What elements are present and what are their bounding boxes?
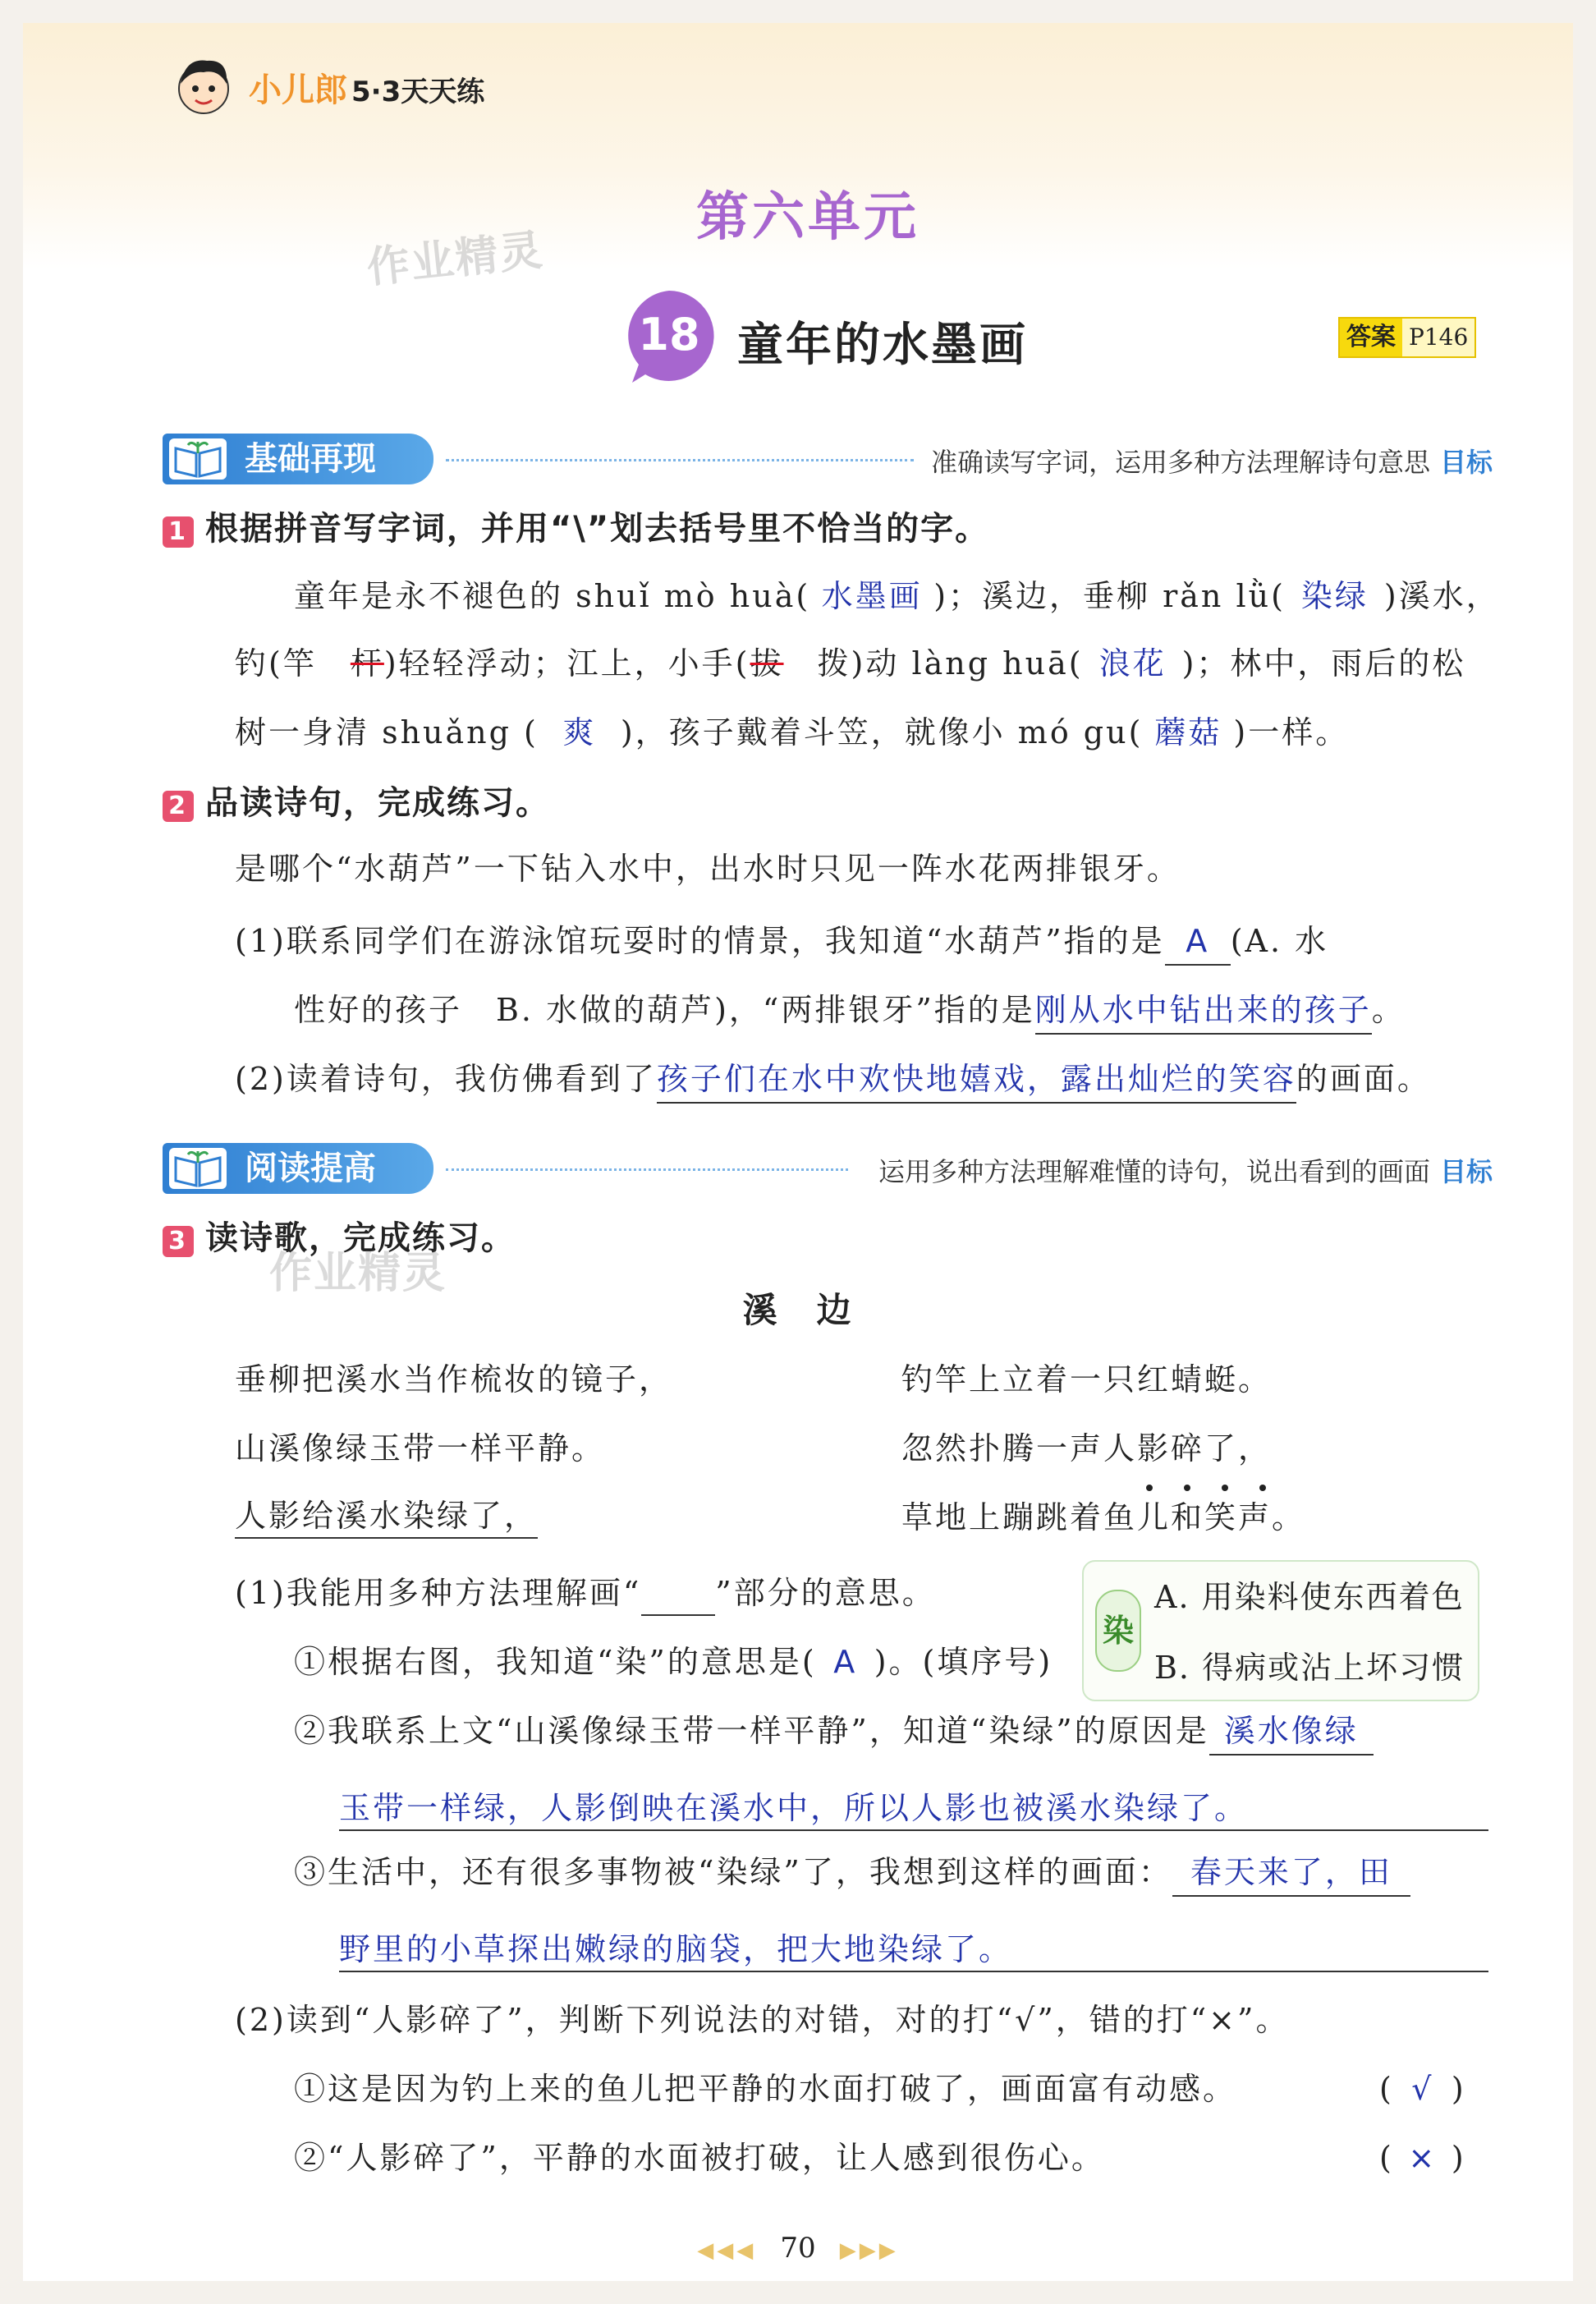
watermark: 作业精灵 bbox=[365, 225, 547, 294]
section-basics bbox=[163, 434, 1493, 491]
lesson-number-badge bbox=[621, 287, 718, 384]
answer-mogu: 蘑菇 bbox=[1154, 714, 1222, 750]
q1-line-2: 钓(竿 杆)轻轻浮动；江上，小手(拔 拨)动 làng huā( 浪花 )；林中，雨后的松 bbox=[235, 640, 1465, 686]
mascot-logo bbox=[169, 51, 238, 120]
struck-char-gan: 杆 bbox=[350, 645, 384, 682]
q3-sub1: (1)我能用多种方法理解画“ ”部分的意思。 bbox=[235, 1570, 936, 1616]
dictionary-box bbox=[1082, 1560, 1479, 1701]
answer-langhua: 浪花 bbox=[1098, 645, 1167, 682]
q2-poem-line: 是哪个“水葫芦”一下钻入水中，出水时只见一阵水花两排银牙。 bbox=[235, 851, 1181, 887]
dict-meaning-a: A. 用染料使东西着色 bbox=[1154, 1579, 1465, 1615]
q3-sub2-item1-check: ( √ ) bbox=[1379, 2066, 1466, 2112]
q3-heading: 3 读诗歌，完成练习。 bbox=[163, 1215, 516, 1261]
answer-judge-1: √ bbox=[1411, 2071, 1434, 2107]
section-reading bbox=[163, 1143, 1493, 1200]
section-goal: 准确读写字词，运用多种方法理解诗句意思 目标 bbox=[930, 447, 1493, 478]
answer-judge-2: × bbox=[1408, 2140, 1438, 2176]
answer-page: P146 bbox=[1409, 324, 1469, 351]
q3-sub2: (2)读到“人影碎了”，判断下列说法的对错，对的打“√”，错的打“×”。 bbox=[235, 2002, 1290, 2038]
answer-ranlv-scene-1: 春天来了，田 bbox=[1172, 1849, 1410, 1897]
unit-title: 第六单元 bbox=[696, 187, 920, 248]
q2-part1-line1: (1)联系同学们在游泳馆玩耍时的情景，我知道“水葫芦”指的是 A (A. 水 bbox=[235, 918, 1328, 966]
dict-meaning-b: B. 得病或沾上坏习惯 bbox=[1154, 1650, 1465, 1686]
poem-right-1: 钓竿上立着一只红蜻蜓。 bbox=[901, 1361, 1273, 1398]
watermark: 作业精灵 bbox=[269, 1249, 447, 1298]
q3-sub1-item3: ③生活中，还有很多事物被“染绿”了，我想到这样的画面： 春天来了，田 bbox=[294, 1849, 1410, 1897]
right-arrows-icon: ▶▶▶ bbox=[839, 2238, 899, 2263]
poem-right-3: 草地上蹦跳着鱼儿和笑声。 bbox=[901, 1499, 1306, 1535]
book-sprout-icon bbox=[169, 1148, 227, 1189]
q3-sub1-item1: ①根据右图，我知道“染”的意思是( A )。(填序号) bbox=[294, 1639, 1053, 1685]
q3-number: 3 bbox=[163, 1226, 194, 1257]
answer-ranlv-reason-1: 溪水像绿 bbox=[1209, 1708, 1374, 1756]
workbook-page bbox=[23, 23, 1573, 2281]
emphasis-dots bbox=[1131, 1480, 1287, 1488]
poem-left-2: 山溪像绿玉带一样平静。 bbox=[235, 1430, 606, 1466]
answer-yinya: 刚从水中钻出来的孩子 bbox=[1035, 987, 1372, 1035]
book-sprout-icon bbox=[169, 438, 227, 480]
q3-sub2-item1: ①这是因为钓上来的鱼儿把平静的水面打破了，画面富有动感。 bbox=[294, 2071, 1237, 2107]
q1-line-1: 童年是永不褪色的 shuǐ mò huà( 水墨画 )；溪边，垂柳 rǎn lǜ( 染绿 )溪水， bbox=[294, 573, 1500, 619]
answer-huamian: 孩子们在水中欢快地嬉戏，露出灿烂的笑容 bbox=[657, 1056, 1296, 1104]
section-divider bbox=[446, 459, 914, 461]
q2-heading: 2 品读诗句，完成练习。 bbox=[163, 780, 550, 826]
q3-sub2-item2-check: ( × ) bbox=[1379, 2135, 1466, 2181]
poem-title: 溪 边 bbox=[742, 1290, 854, 1330]
q3-sub2-item2: ②“人影碎了”，平静的水面被打破，让人感到很伤心。 bbox=[294, 2140, 1105, 2176]
q1-number: 1 bbox=[163, 516, 194, 548]
answer-shuihulu: A bbox=[1165, 918, 1231, 966]
q2-part2: (2)读着诗句，我仿佛看到了孩子们在水中欢快地嬉戏，露出灿烂的笑容的画面。 bbox=[235, 1056, 1431, 1104]
q3-sub1-item2: ②我联系上文“山溪像绿玉带一样平静”，知道“染绿”的原因是 溪水像绿 bbox=[294, 1708, 1374, 1756]
lesson-number: 18 bbox=[638, 309, 700, 360]
section-basics-label: 基础再现 bbox=[163, 434, 433, 484]
answer-reference bbox=[1338, 317, 1476, 358]
q2-part1-line2: 性好的孩子 B. 水做的葫芦)，“两排银牙”指的是刚从水中钻出来的孩子。 bbox=[294, 987, 1406, 1035]
poem-left-1: 垂柳把溪水当作梳妆的镜子， bbox=[235, 1361, 673, 1398]
series-name: 5·3天天练 bbox=[351, 76, 485, 108]
answer-ranlv-reason-2: 玉带一样绿，人影倒映在溪水中，所以人影也被溪水染绿了。 bbox=[339, 1787, 1488, 1831]
answer-ranlv: 染绿 bbox=[1300, 578, 1369, 614]
q2-number: 2 bbox=[163, 791, 194, 822]
brand-name: 小儿郎 bbox=[249, 71, 347, 109]
page-footer bbox=[23, 2232, 1573, 2265]
dict-char-badge bbox=[1095, 1590, 1141, 1672]
section-reading-label: 阅读提高 bbox=[163, 1143, 433, 1194]
poem-right-2: 忽然扑腾一声人影碎了， bbox=[901, 1430, 1273, 1466]
section-divider bbox=[446, 1168, 848, 1171]
left-arrows-icon: ◀◀◀ bbox=[697, 2238, 757, 2263]
underline-sample bbox=[641, 1581, 715, 1616]
answer-ran-meaning: A bbox=[833, 1644, 858, 1680]
q1-heading: 1 根据拼音写字词，并用“\”划去括号里不恰当的字。 bbox=[163, 506, 989, 552]
answer-ranlv-scene-2: 野里的小草探出嫩绿的脑袋，把大地染绿了。 bbox=[339, 1928, 1488, 1972]
section-goal: 运用多种方法理解难懂的诗句，说出看到的画面 目标 bbox=[878, 1156, 1493, 1187]
answer-shuang: 爽 bbox=[562, 714, 597, 750]
page-number: 70 bbox=[780, 2232, 816, 2265]
dict-char: 染 bbox=[1102, 1613, 1134, 1649]
q1-line-3: 树一身清 shuǎng ( 爽 )，孩子戴着斗笠，就像小 mó gu( 蘑菇 )一样。 bbox=[235, 709, 1349, 755]
lesson-title: 童年的水墨画 bbox=[737, 319, 1028, 372]
struck-char-ba: 拔 bbox=[750, 645, 784, 682]
poem-left-3: 人影给溪水染绿了， bbox=[235, 1494, 538, 1539]
answer-shuimohua: 水墨画 bbox=[821, 578, 923, 614]
answer-label: 答案 bbox=[1340, 319, 1402, 356]
